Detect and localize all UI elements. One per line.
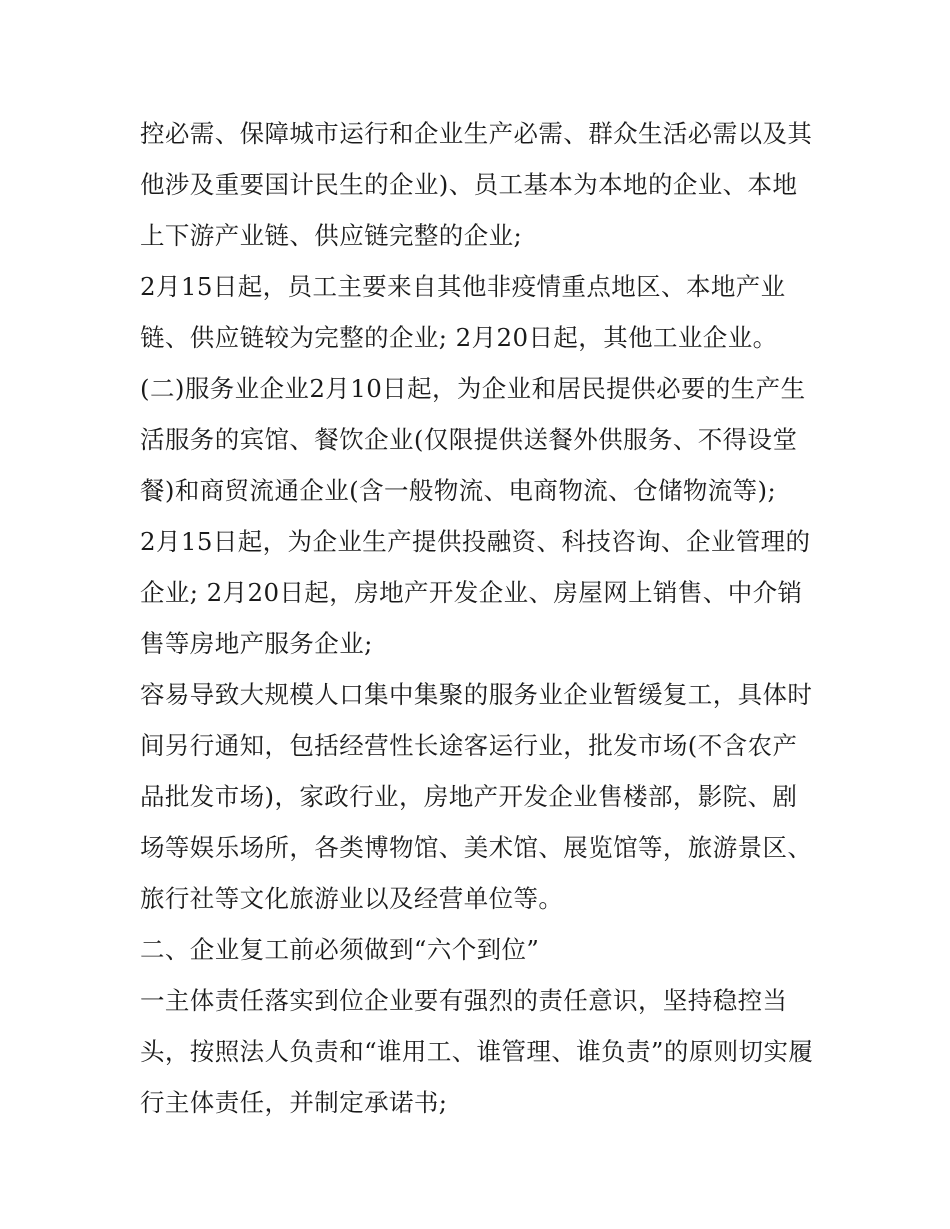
text-line: 企业; 2月20日起，房地产开发企业、房屋网上销售、中介销 — [140, 578, 803, 607]
text-line: 旅行社等文化旅游业以及经营单位等。 — [140, 884, 564, 913]
text-line: 活服务的宾馆、餐饮企业(仅限提供送餐外供服务、不得设堂 — [140, 425, 798, 454]
text-line: 售等房地产服务企业; — [140, 629, 373, 658]
text-line: 间另行通知，包括经营性长途客运行业，批发市场(不含农产 — [140, 731, 798, 760]
text-line: 他涉及重要国计民生的企业)、员工基本为本地的企业、本地 — [140, 170, 798, 199]
text-line: 品批发市场)，家政行业，房地产开发企业售楼部，影院、剧 — [140, 782, 798, 811]
text-line: 一主体责任落实到位企业要有强烈的责任意识，坚持稳控当 — [140, 986, 788, 1015]
text-line: 餐)和商贸流通企业(含一般物流、电商物流、仓储物流等); — [140, 476, 777, 505]
document-body — [140, 108, 820, 1128]
text-line: 头，按照法人负责和“谁用工、谁管理、谁负责”的原则切实履 — [140, 1037, 814, 1066]
text-line: 上下游产业链、供应链完整的企业; — [140, 221, 523, 250]
section-heading: 二、企业复工前必须做到“六个到位” — [140, 935, 540, 964]
text-line: (二)服务业企业2月10日起，为企业和居民提供必要的生产生 — [140, 374, 806, 403]
text-line: 2月15日起，员工主要来自其他非疫情重点地区、本地产业 — [140, 272, 786, 301]
text-line: 场等娱乐场所，各类博物馆、美术馆、展览馆等，旅游景区、 — [140, 833, 813, 862]
text-line: 2月15日起，为企业生产提供投融资、科技咨询、企业管理的 — [140, 527, 811, 556]
text-line: 控必需、保障城市运行和企业生产必需、群众生活必需以及其 — [140, 119, 813, 148]
text-line: 链、供应链较为完整的企业; 2月20日起，其他工业企业。 — [140, 323, 778, 352]
text-line: 容易导致大规模人口集中集聚的服务业企业暂缓复工，具体时 — [140, 680, 813, 709]
text-line: 行主体责任，并制定承诺书; — [140, 1088, 448, 1117]
